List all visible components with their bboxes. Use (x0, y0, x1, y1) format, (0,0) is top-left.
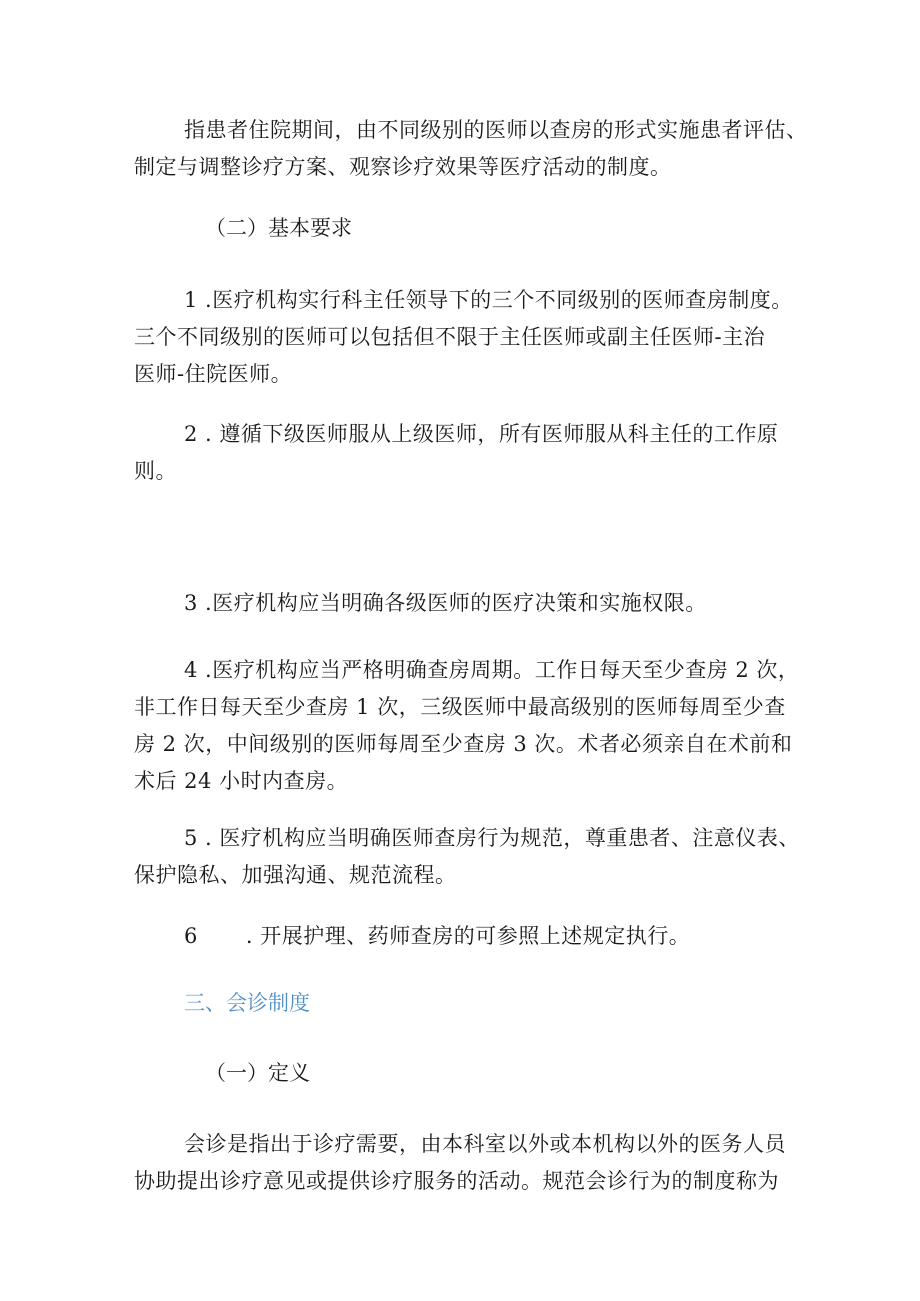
text-line (134, 918, 804, 955)
text-line: 3 .医疗机构应当明确各级医师的医疗决策和实施权限。 (184, 591, 707, 615)
text-line: 4 .医疗机构应当严格明确查房周期。工作日每天至少查房 2 次， (184, 658, 800, 682)
paragraph-item-3 (134, 585, 804, 622)
text-line: 5 . 医疗机构应当明确医师查房行为规范，尊重患者、注意仪表、 (184, 826, 800, 850)
subheading-basic-requirements: （二）基本要求 (205, 216, 352, 240)
text-line: 保护隐私、加强沟通、规范流程。 (134, 863, 457, 887)
paragraph-item-6 (134, 918, 804, 955)
text-line: 2 . 遵循下级医师服从上级医师，所有医师服从科主任的工作原 (184, 422, 779, 446)
item-number: 6 (184, 924, 198, 948)
paragraph-intro (134, 112, 808, 186)
item-text: . 开展护理、药师查房的可参照上述规定执行。 (245, 924, 691, 948)
text-line: 房 2 次，中间级别的医师每周至少查房 3 次。术者必须亲自在术前和 (134, 732, 793, 756)
text-line: 制定与调整诊疗方案、观察诊疗效果等医疗活动的制度。 (134, 155, 672, 179)
text-line: 协助提出诊疗意见或提供诊疗服务的活动。规范会诊行为的制度称为 (134, 1169, 779, 1193)
text-line: 则。 (134, 459, 177, 483)
subheading-definition: （一）定义 (205, 1061, 310, 1085)
paragraph-item-2 (134, 416, 804, 490)
paragraph-item-4 (134, 652, 804, 800)
text-line: 1 .医疗机构实行科主任领导下的三个不同级别的医师查房制度。 (184, 288, 793, 312)
paragraph-consultation (134, 1126, 804, 1200)
text-line: 指患者住院期间，由不同级别的医师以查房的形式实施患者评估、 (184, 118, 808, 142)
text-line: 会诊是指出于诊疗需要，由本科室以外或本机构以外的医务人员 (184, 1132, 786, 1156)
paragraph-item-1 (134, 282, 804, 393)
paragraph-item-5 (134, 820, 804, 894)
text-line: 非工作日每天至少查房 1 次，三级医师中最高级别的医师每周至少查 (134, 695, 786, 719)
text-line: 三个不同级别的医师可以包括但不限于主任医师或副主任医师-主治 (134, 325, 766, 349)
text-line: 医师-住院医师。 (134, 362, 293, 386)
text-line: 术后 24 小时内查房。 (134, 769, 349, 793)
section-heading-consultation: 三、会诊制度 (184, 991, 310, 1015)
